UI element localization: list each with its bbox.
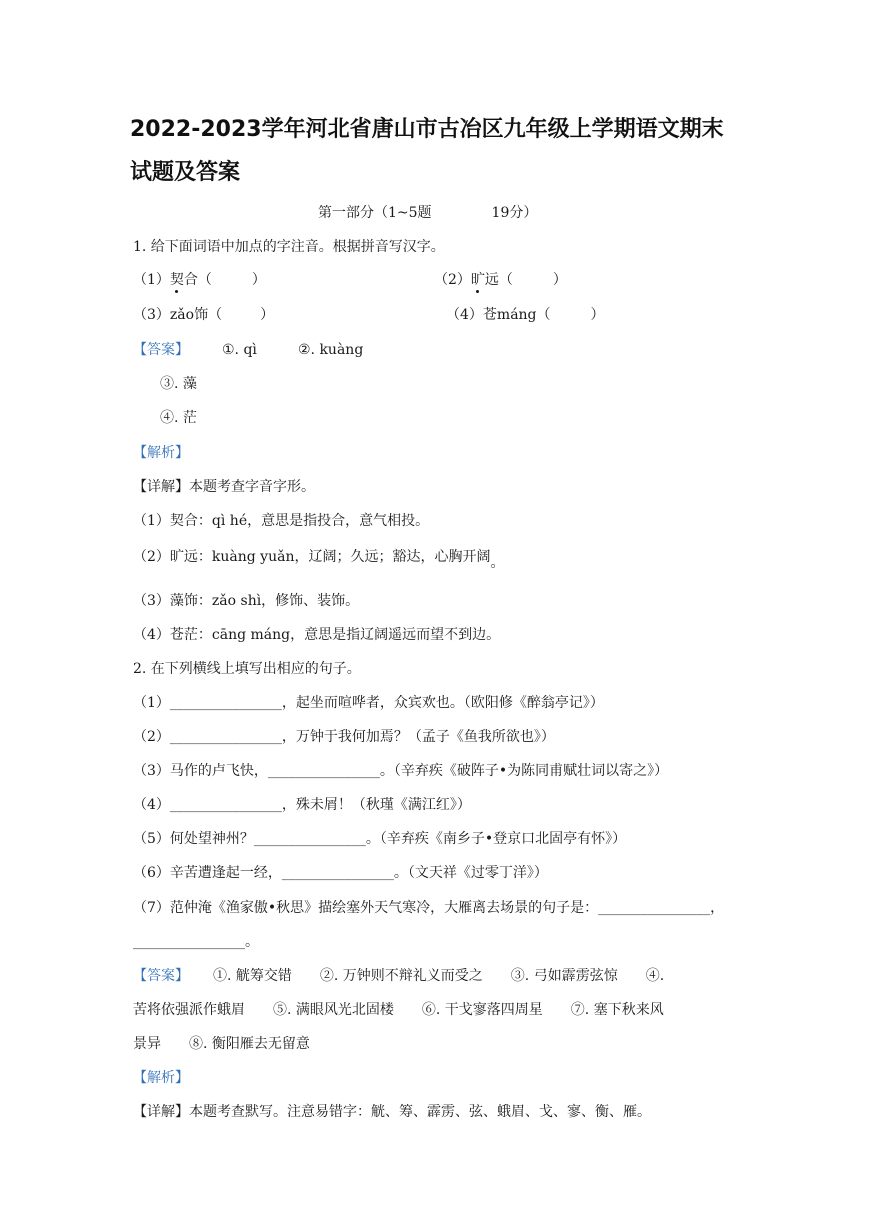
- answer-tag: 【答案】: [133, 342, 189, 358]
- q1-explain-4: （4）苍茫：cāng máng，意思是指辽阔遥远而望不到边。: [133, 627, 501, 643]
- dotted-char: 旷: [470, 272, 485, 288]
- q1-item4-close: ）: [590, 307, 605, 323]
- answer-tag: 【答案】: [133, 968, 189, 984]
- dotted-char: 契: [169, 272, 184, 288]
- q2-line-4: （4）________________，殊未屑！（秋瑾《满江红》）: [133, 797, 471, 813]
- q1-explain-2: [133, 548, 505, 571]
- q1-analysis-tag: 【解析】: [133, 445, 189, 461]
- q1-answer-2: ②. kuàng: [298, 342, 364, 358]
- q1-answer-4: ④. 茫: [160, 410, 197, 426]
- q1-explain-3: （3）藻饰：zǎo shì，修饰、装饰。: [133, 593, 360, 609]
- q2-stem: 2. 在下列横线上填写出相应的句子。: [133, 661, 361, 677]
- q1-item2-word: 远（: [484, 272, 513, 288]
- q2-line-7: （7）范仲淹《渔家傲•秋思》描绘塞外天气寒冷，大雁离去场景的句子是：________________，: [133, 900, 725, 916]
- q1-item2-close: ）: [552, 272, 567, 288]
- q1-item3-word: zǎo饰（: [169, 307, 223, 323]
- q1-answer-1: ①. qì: [222, 342, 257, 358]
- q1-item3: [133, 306, 274, 324]
- q1-explain-1: （1）契合：qì hé，意思是指投合，意气相投。: [133, 513, 430, 529]
- q1-item2-num: （2）: [434, 272, 471, 288]
- q1-item4-num: （4）: [446, 307, 483, 323]
- q2-answers-a: ①. 觥筹交错 ②. 万钟则不辩礼义而受之 ③. 弓如霹雳弦惊 ④.: [213, 968, 665, 984]
- q1-item3-num: （3）: [133, 307, 170, 323]
- q1-answer-3: ③. 藻: [160, 376, 197, 392]
- q1-item4-word: 苍máng（: [482, 307, 551, 323]
- part1-score: 19分）: [491, 205, 538, 221]
- q2-line-7-cont: ________________。: [133, 934, 259, 950]
- q1-item1-close: ）: [251, 272, 266, 288]
- document-title-line2: 试题及答案: [130, 160, 241, 185]
- q1-stem: 1. 给下面词语中加点的字注音。根据拼音写汉字。: [133, 239, 445, 255]
- q2-answer-line-2: 苦将依强派作蛾眉 ⑤. 满眼风光北固楼 ⑥. 干戈寥落四周星 ⑦. 塞下秋来风: [133, 1002, 664, 1018]
- q1-explain-2-period: 。: [490, 555, 505, 571]
- q1-item1-num: （1）: [133, 272, 170, 288]
- q2-answer-line-3: 景异 ⑧. 衡阳雁去无留意: [133, 1036, 310, 1052]
- q1-item4: [446, 306, 605, 324]
- q1-explain-2-text: （2）旷远：kuàng yuǎn，辽阔；久远；豁达，心胸开阔: [133, 549, 491, 565]
- q2-analysis-tag: 【解析】: [133, 1070, 189, 1086]
- q1-item3-close: ）: [260, 307, 275, 323]
- q1-item1-word: 合（: [183, 272, 212, 288]
- q2-answer-line-1: [133, 967, 664, 985]
- q1-answer-row: [133, 341, 189, 359]
- q2-line-1: （1）________________，起坐而喧哗者，众宾欢也。（欧阳修《醉翁亭记》）: [133, 695, 604, 711]
- part1-header: [318, 204, 537, 222]
- q1-detail: 【详解】本题考查字音字形。: [133, 479, 315, 495]
- q2-line-3: （3）马作的卢飞快，________________。（辛弃疾《破阵子•为陈同甫赋壮词以寄之》）: [133, 763, 669, 779]
- q1-item1: [133, 271, 266, 289]
- q2-line-5: （5）何处望神州？________________。（辛弃疾《南乡子•登京口北固亭有怀》）: [133, 831, 627, 847]
- q2-detail: 【详解】本题考查默写。注意易错字：觥、筹、霹雳、弦、蛾眉、戈、寥、衡、雁。: [133, 1104, 651, 1120]
- document-title-line1: 2022-2023学年河北省唐山市古冶区九年级上学期语文期末: [130, 117, 724, 142]
- q2-line-6: （6）辛苦遭逢起一经，________________。（文天祥《过零丁洋》）: [133, 865, 548, 881]
- q2-line-2: （2）________________，万钟于我何加焉？（孟子《鱼我所欲也》）: [133, 729, 555, 745]
- part1-label: 第一部分（1~5题: [318, 205, 432, 221]
- q1-item2: [434, 271, 567, 289]
